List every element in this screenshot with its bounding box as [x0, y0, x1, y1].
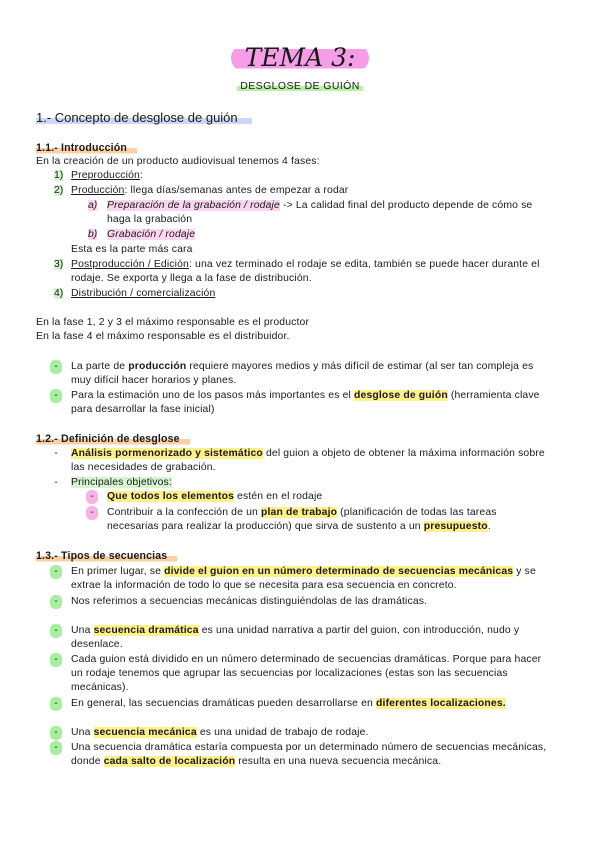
bullet-text: Una secuencia dramática estaría compuesta por un determinado número de secuencias mecánicas,	[71, 742, 547, 753]
bullet-text: Nos referimos a secuencias mecánicas distinguiéndolas de las dramáticas.	[71, 596, 428, 607]
bullet-dash: -	[50, 741, 62, 755]
bullet-dash: -	[50, 697, 62, 711]
sub-bullet-dash: -	[86, 506, 98, 520]
phase-number: 1)	[54, 170, 64, 181]
sub-bullet-text: Contribuir a la confección de un plan de trabajo (planificación de todas las tareas	[107, 507, 497, 518]
note-text: Esta es la parte más cara	[71, 244, 193, 255]
intro-text: En la creación de un producto audiovisual tenemos 4 fases:	[36, 156, 320, 167]
phase-number: 3)	[54, 259, 64, 270]
bullet-dash: -	[54, 448, 58, 459]
page-title: TEMA 3:	[0, 44, 600, 72]
sub-letter: a)	[88, 200, 98, 211]
bullet-text: En general, las secuencias dramáticas pueden desarrollarse en diferentes localizaciones.	[71, 698, 506, 709]
sub-item: Preparación de la grabación / rodaje -> La calidad final del producto depende de cómo se	[107, 200, 533, 211]
bullet-dash: -	[50, 653, 62, 667]
bullet-text-cont: un rodaje tenemos que agrupar las secuencias por localizaciones (estas son las secuencias	[71, 668, 508, 679]
bullet-dash: -	[54, 477, 58, 488]
sub-bullet-text: Que todos los elementos estén en el rodaje	[107, 491, 323, 502]
sub-bullet-text-cont: necesarias para realizar la producción) que sirva de sustento a un presupuesto.	[107, 521, 491, 532]
bullet-dash: -	[50, 595, 62, 609]
bullet-text-cont: donde cada salto de localización resulta en una nueva secuencia mecánica.	[71, 756, 442, 767]
bullet-text-cont: mecánicas).	[71, 682, 129, 693]
bullet-text-cont: desenlace.	[71, 639, 123, 650]
bullet-text-cont: muy difícil hacer horarios y planes.	[71, 375, 237, 386]
bullet-text: Una secuencia dramática es una unidad narrativa a partir del guion, con introducción, nudo y	[71, 625, 520, 636]
bullet-text: Principales objetivos:	[71, 477, 172, 488]
phase-number: 2)	[54, 185, 64, 196]
sub-item: Grabación / rodaje	[107, 229, 196, 240]
bullet-text-cont: para desarrollar la fase inicial)	[71, 404, 215, 415]
sub-letter: b)	[88, 229, 98, 240]
bullet-text: Cada guion está dividido en un número determinado de secuencias dramáticas. Porque para hacer	[71, 654, 542, 665]
phase-item-cont: rodaje. Se exporta y llega a la fase de distribución.	[71, 273, 312, 284]
bullet-dash: -	[50, 624, 62, 638]
sub-bullet-dash: -	[86, 490, 98, 504]
section-heading: 1.- Concepto de desglose de guión	[36, 110, 252, 126]
subsection-heading-intro: 1.1.- Introducción	[36, 141, 137, 155]
bullet-dash: -	[50, 360, 62, 374]
bullet-dash: -	[50, 389, 62, 403]
phase-number: 4)	[54, 288, 64, 299]
phase-item: Distribución / comercialización	[71, 288, 216, 299]
subsection-heading-definition: 1.2.- Definición de desglose	[36, 432, 190, 446]
bullet-text: La parte de producción requiere mayores medios y más difícil de estimar (al ser tan compleja es	[71, 361, 534, 372]
bullet-text: En primer lugar, se divide el guion en un número determinado de secuencias mecánicas y se	[71, 566, 536, 577]
bullet-text: Una secuencia mecánica es una unidad de trabajo de rodaje.	[71, 727, 369, 738]
phase-item: Producción: llega días/semanas antes de empezar a rodar	[71, 185, 349, 196]
sub-item-cont: haga la grabación	[107, 214, 193, 225]
bullet-text-cont: extrae la información de todo lo que se necesita para esa secuencia en concreto.	[71, 580, 457, 591]
bullet-dash: -	[50, 565, 62, 579]
bullet-text-cont: las necesidades de grabación.	[71, 462, 216, 473]
responsibility-text: En la fase 4 el máximo responsable es el distribuidor.	[36, 331, 290, 342]
bullet-text: Análisis pormenorizado y sistemático del guion a objeto de obtener la máxima información sobre	[71, 448, 545, 459]
subsection-heading-types: 1.3.- Tipos de secuencias	[36, 549, 177, 563]
page-subtitle: DESGLOSE DE GUIÓN	[0, 80, 600, 92]
phase-item: Preproducción:	[71, 170, 143, 181]
bullet-text: Para la estimación uno de los pasos más importantes es el desglose de guión (herramienta clave	[71, 390, 540, 401]
phase-item: Postproducción / Edición: una vez terminado el rodaje se edita, también se puede hacer durante el	[71, 259, 540, 270]
responsibility-text: En la fase 1, 2 y 3 el máximo responsable es el productor	[36, 317, 310, 328]
bullet-dash: -	[50, 726, 62, 740]
